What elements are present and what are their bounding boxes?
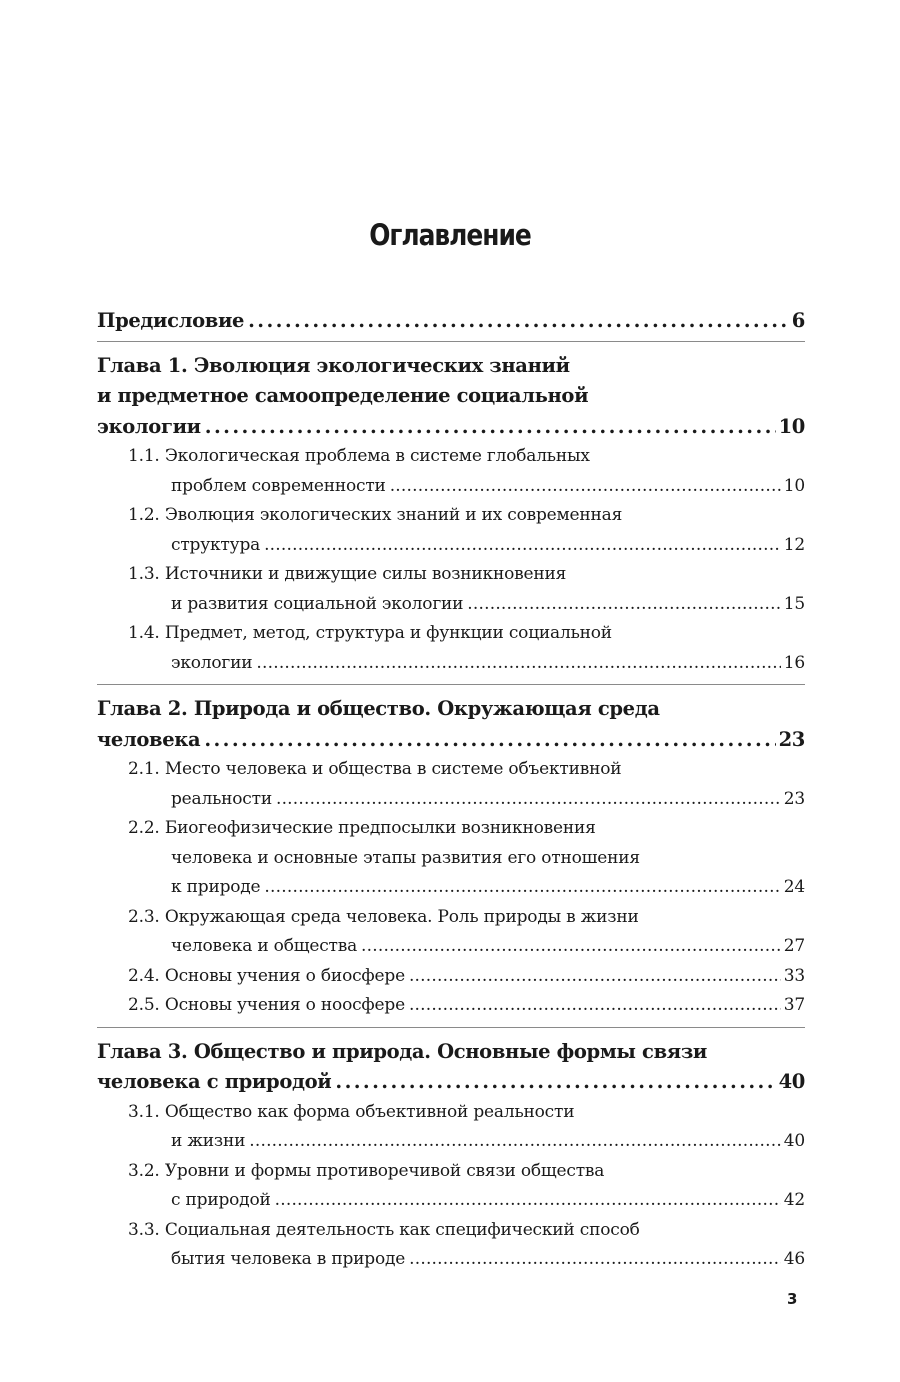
toc-page-number: 46 (783, 1249, 805, 1269)
toc-entry-text: 2.1. Место человека и общества в системе объективной (128, 759, 622, 779)
dot-leader (264, 873, 780, 903)
dot-leader (335, 1067, 775, 1098)
toc-entry-text: человека и основные этапы развития его отношения (171, 847, 640, 868)
toc-page-number: 33 (783, 965, 805, 986)
toc-section-entry[interactable] (97, 991, 805, 1021)
toc-page-number: 15 (783, 593, 805, 614)
toc-chapter-entry[interactable] (97, 306, 805, 337)
toc-entry-text: 3.1. Общество как форма объективной реальности (128, 1101, 575, 1122)
toc-entry-text: 1.4. Предмет, метод, структура и функции социальной (128, 623, 612, 643)
toc-entry-text: 3.3. Социальная деятельность как специфический способ (128, 1219, 640, 1240)
dot-leader (256, 649, 780, 679)
toc-entry-text: структура (171, 534, 261, 555)
toc-entry-text: к природе (171, 877, 261, 897)
dot-leader (409, 991, 781, 1021)
toc-entry-text: и развития социальной экологии (171, 593, 464, 614)
dot-leader (409, 962, 781, 992)
table-of-contents (97, 306, 805, 1275)
toc-page-number: 40 (778, 1070, 805, 1093)
toc-entry-text: реальности (171, 788, 272, 809)
toc-entry-text: экологии (97, 414, 201, 438)
toc-entry-text: 1.2. Эволюция экологических знаний и их современная (128, 505, 623, 525)
toc-page-number: 10 (778, 414, 805, 438)
toc-page-number: 23 (778, 727, 805, 751)
dot-leader (276, 785, 781, 815)
toc-section-entry[interactable] (97, 1216, 805, 1275)
toc-page-number: 23 (783, 788, 805, 809)
section-divider (97, 341, 805, 342)
toc-entry-text: с природой (171, 1190, 271, 1210)
dot-leader (249, 1127, 781, 1157)
toc-entry-text: Глава 2. Природа и общество. Окружающая среда (97, 697, 660, 720)
toc-section-entry[interactable] (97, 560, 805, 619)
toc-entry-text: и жизни (171, 1131, 246, 1151)
toc-entry-text: 1.1. Экологическая проблема в системе глобальных (128, 446, 590, 466)
dot-leader (264, 531, 781, 561)
toc-section-entry[interactable] (97, 619, 805, 678)
toc-page-number: 16 (783, 652, 805, 673)
toc-entry-text: 2.4. Основы учения о биосфере (128, 965, 405, 986)
page-title: Оглавление (369, 218, 531, 252)
toc-page-number: 27 (783, 936, 805, 956)
toc-entry-text: 1.3. Источники и движущие силы возникновения (128, 564, 567, 584)
dot-leader (409, 1245, 781, 1275)
toc-entry-text: 2.3. Окружающая среда человека. Роль природы в жизни (128, 906, 639, 927)
dot-leader (467, 590, 780, 620)
page-number: 3 (787, 1290, 798, 1308)
toc-chapter-entry[interactable] (97, 1037, 805, 1098)
toc-page-number: 24 (783, 877, 805, 897)
toc-page-number: 10 (783, 475, 805, 496)
toc-entry-text: Глава 1. Эволюция экологических знаний (97, 353, 570, 377)
toc-entry-text: бытия человека в природе (171, 1249, 406, 1269)
toc-entry-text: человека с природой (97, 1070, 332, 1093)
toc-page-number: 6 (791, 309, 805, 332)
dot-leader (275, 1186, 781, 1216)
toc-entry-text: человека и общества (171, 936, 358, 956)
toc-section-entry[interactable] (97, 501, 805, 560)
toc-entry-text: проблем современности (171, 475, 386, 496)
toc-entry-text: человека (97, 727, 201, 751)
toc-section-entry[interactable] (97, 903, 805, 962)
dot-leader (361, 932, 781, 962)
toc-page-number: 42 (783, 1190, 805, 1210)
dot-leader (205, 412, 776, 443)
toc-section-entry[interactable] (97, 442, 805, 501)
toc-section-entry[interactable] (97, 1098, 805, 1157)
toc-section-entry[interactable] (97, 962, 805, 992)
toc-entry-text: 2.5. Основы учения о ноосфере (128, 995, 405, 1015)
toc-entry-text: 3.2. Уровни и формы противоречивой связи общества (128, 1160, 605, 1181)
dot-leader (248, 306, 789, 337)
dot-leader (390, 472, 781, 502)
toc-page-number: 37 (783, 995, 805, 1015)
toc-chapter-entry[interactable] (97, 694, 805, 755)
section-divider (97, 1027, 805, 1028)
toc-section-entry[interactable] (97, 1157, 805, 1216)
dot-leader (204, 725, 775, 756)
toc-chapter-entry[interactable] (97, 351, 805, 443)
toc-entry-text: и предметное самоопределение социальной (97, 384, 589, 407)
toc-page-number: 40 (783, 1131, 805, 1151)
toc-section-entry[interactable] (97, 755, 805, 814)
section-divider (97, 684, 805, 685)
toc-entry-text: 2.2. Биогеофизические предпосылки возникновения (128, 818, 596, 838)
toc-page-number: 12 (783, 534, 805, 555)
toc-entry-text: экологии (171, 652, 253, 673)
toc-entry-text: Предисловие (97, 309, 245, 332)
toc-section-entry[interactable] (97, 814, 805, 903)
toc-entry-text: Глава 3. Общество и природа. Основные формы связи (97, 1039, 708, 1063)
